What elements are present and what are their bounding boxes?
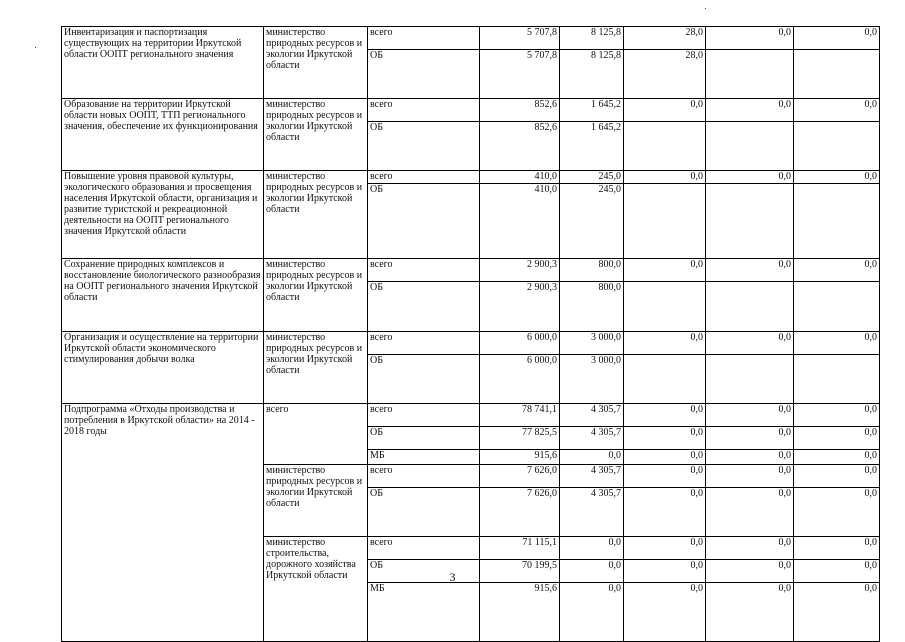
year-value-cell: 4 305,7 [560, 488, 624, 537]
year-value-cell: 0,0 [624, 332, 706, 355]
funding-source-cell: ОБ [368, 488, 480, 537]
activity-name-cell: Инвентаризация и паспортизация существующих на территории Иркутской области ООПТ регионального значения [62, 27, 264, 99]
year-value-cell: 0,0 [624, 99, 706, 122]
activity-name-cell: Повышение уровня правовой культуры, экологического образования и просвещения населения Иркутской области, организация и развитие туристской и рекреационной деятельности на ООПТ регионального значения Иркутской области [62, 171, 264, 259]
executor-cell: министерство природных ресурсов и экологии Иркутской области [264, 171, 368, 259]
year-value-cell: 0,0 [624, 488, 706, 537]
year-value-cell: 28,0 [624, 50, 706, 99]
executor-cell: министерство природных ресурсов и экологии Иркутской области [264, 259, 368, 332]
funding-source-cell: ОБ [368, 355, 480, 404]
year-value-cell: 5 707,8 [480, 27, 560, 50]
year-value-cell [624, 184, 706, 259]
activity-name-cell: Организация и осуществление на территории Иркутской области экономического стимулирования добычи волка [62, 332, 264, 404]
year-value-cell: 0,0 [794, 332, 880, 355]
year-value-cell: 0,0 [706, 99, 794, 122]
year-value-cell: 0,0 [624, 450, 706, 465]
year-value-cell: 0,0 [794, 560, 880, 583]
year-value-cell: 3 000,0 [560, 332, 624, 355]
funding-source-cell: всего [368, 27, 480, 50]
executor-cell: всего [264, 404, 368, 465]
year-value-cell: 0,0 [706, 465, 794, 488]
year-value-cell: 0,0 [794, 404, 880, 427]
year-value-cell: 0,0 [706, 583, 794, 642]
year-value-cell: 0,0 [706, 450, 794, 465]
funding-source-cell: МБ [368, 583, 480, 642]
funding-source-cell: всего [368, 171, 480, 184]
year-value-cell: 7 626,0 [480, 488, 560, 537]
year-value-cell: 0,0 [794, 99, 880, 122]
year-value-cell: 2 900,3 [480, 259, 560, 282]
year-value-cell: 1 645,2 [560, 99, 624, 122]
funding-source-cell: ОБ [368, 282, 480, 332]
year-value-cell: 0,0 [794, 465, 880, 488]
year-value-cell [706, 355, 794, 404]
year-value-cell [706, 50, 794, 99]
executor-cell: министерство строительства, дорожного хозяйства Иркутской области [264, 537, 368, 642]
scan-speck [705, 8, 706, 9]
table-row [62, 259, 880, 282]
year-value-cell: 4 305,7 [560, 427, 624, 450]
funding-source-cell: ОБ [368, 122, 480, 171]
year-value-cell: 0,0 [560, 583, 624, 642]
table-row [62, 27, 880, 50]
year-value-cell: 852,6 [480, 99, 560, 122]
year-value-cell: 0,0 [624, 583, 706, 642]
executor-cell: министерство природных ресурсов и экологии Иркутской области [264, 99, 368, 171]
year-value-cell: 0,0 [706, 560, 794, 583]
year-value-cell [624, 282, 706, 332]
year-value-cell: 5 707,8 [480, 50, 560, 99]
year-value-cell: 915,6 [480, 583, 560, 642]
year-value-cell: 800,0 [560, 259, 624, 282]
funding-source-cell: ОБ [368, 184, 480, 259]
year-value-cell [794, 184, 880, 259]
year-value-cell: 2 900,3 [480, 282, 560, 332]
year-value-cell: 0,0 [624, 427, 706, 450]
year-value-cell: 4 305,7 [560, 465, 624, 488]
funding-source-cell: всего [368, 259, 480, 282]
year-value-cell: 245,0 [560, 184, 624, 259]
year-value-cell: 0,0 [794, 450, 880, 465]
year-value-cell: 7 626,0 [480, 465, 560, 488]
year-value-cell: 8 125,8 [560, 27, 624, 50]
funding-source-cell: всего [368, 404, 480, 427]
funding-source-cell: ОБ [368, 50, 480, 99]
year-value-cell: 245,0 [560, 171, 624, 184]
year-value-cell: 0,0 [794, 427, 880, 450]
year-value-cell [624, 122, 706, 171]
year-value-cell: 4 305,7 [560, 404, 624, 427]
year-value-cell: 6 000,0 [480, 332, 560, 355]
funding-source-cell: всего [368, 99, 480, 122]
year-value-cell: 410,0 [480, 184, 560, 259]
year-value-cell: 0,0 [706, 332, 794, 355]
year-value-cell: 0,0 [706, 404, 794, 427]
year-value-cell [794, 122, 880, 171]
year-value-cell: 0,0 [706, 259, 794, 282]
executor-cell: министерство природных ресурсов и экологии Иркутской области [264, 332, 368, 404]
activity-name-cell: Подпрограмма «Отходы производства и потребления в Иркутской области» на 2014 - 2018 годы [62, 404, 264, 642]
year-value-cell: 0,0 [794, 171, 880, 184]
year-value-cell: 0,0 [794, 537, 880, 560]
executor-cell: министерство природных ресурсов и экологии Иркутской области [264, 27, 368, 99]
year-value-cell: 0,0 [794, 583, 880, 642]
budget-table [61, 26, 880, 642]
year-value-cell: 0,0 [706, 488, 794, 537]
year-value-cell: 0,0 [794, 488, 880, 537]
funding-source-cell: всего [368, 332, 480, 355]
year-value-cell: 0,0 [624, 537, 706, 560]
year-value-cell: 915,6 [480, 450, 560, 465]
year-value-cell: 0,0 [706, 537, 794, 560]
table-row [62, 332, 880, 355]
year-value-cell: 0,0 [560, 450, 624, 465]
year-value-cell: 0,0 [624, 465, 706, 488]
funding-source-cell: всего [368, 465, 480, 488]
year-value-cell: 71 115,1 [480, 537, 560, 560]
year-value-cell: 6 000,0 [480, 355, 560, 404]
year-value-cell [794, 355, 880, 404]
year-value-cell: 0,0 [706, 171, 794, 184]
scan-speck [35, 47, 36, 48]
year-value-cell: 800,0 [560, 282, 624, 332]
year-value-cell: 0,0 [624, 404, 706, 427]
year-value-cell [794, 50, 880, 99]
year-value-cell: 0,0 [624, 560, 706, 583]
year-value-cell: 78 741,1 [480, 404, 560, 427]
year-value-cell: 3 000,0 [560, 355, 624, 404]
page-number: 3 [449, 570, 456, 584]
year-value-cell: 8 125,8 [560, 50, 624, 99]
year-value-cell: 852,6 [480, 122, 560, 171]
year-value-cell [624, 355, 706, 404]
funding-source-cell: всего [368, 537, 480, 560]
funding-source-cell: ОБ [368, 560, 480, 583]
year-value-cell: 0,0 [794, 27, 880, 50]
table-row [62, 171, 880, 184]
year-value-cell: 1 645,2 [560, 122, 624, 171]
year-value-cell: 410,0 [480, 171, 560, 184]
year-value-cell: 28,0 [624, 27, 706, 50]
year-value-cell: 0,0 [706, 27, 794, 50]
year-value-cell: 0,0 [794, 259, 880, 282]
year-value-cell: 77 825,5 [480, 427, 560, 450]
year-value-cell [794, 282, 880, 332]
activity-name-cell: Образование на территории Иркутской области новых ООПТ, ТТП регионального значения, обеспечение их функционирования [62, 99, 264, 171]
funding-source-cell: ОБ [368, 427, 480, 450]
year-value-cell: 70 199,5 [480, 560, 560, 583]
table-row [62, 404, 880, 427]
year-value-cell: 0,0 [706, 427, 794, 450]
year-value-cell: 0,0 [560, 560, 624, 583]
year-value-cell [706, 184, 794, 259]
year-value-cell: 0,0 [560, 537, 624, 560]
year-value-cell [706, 122, 794, 171]
year-value-cell [706, 282, 794, 332]
funding-source-cell: МБ [368, 450, 480, 465]
year-value-cell: 0,0 [624, 259, 706, 282]
table-row [62, 99, 880, 122]
activity-name-cell: Сохранение природных комплексов и восстановление биологического разнообразия на ООПТ регионального значения Иркутской области [62, 259, 264, 332]
year-value-cell: 0,0 [624, 171, 706, 184]
executor-cell: министерство природных ресурсов и экологии Иркутской области [264, 465, 368, 537]
